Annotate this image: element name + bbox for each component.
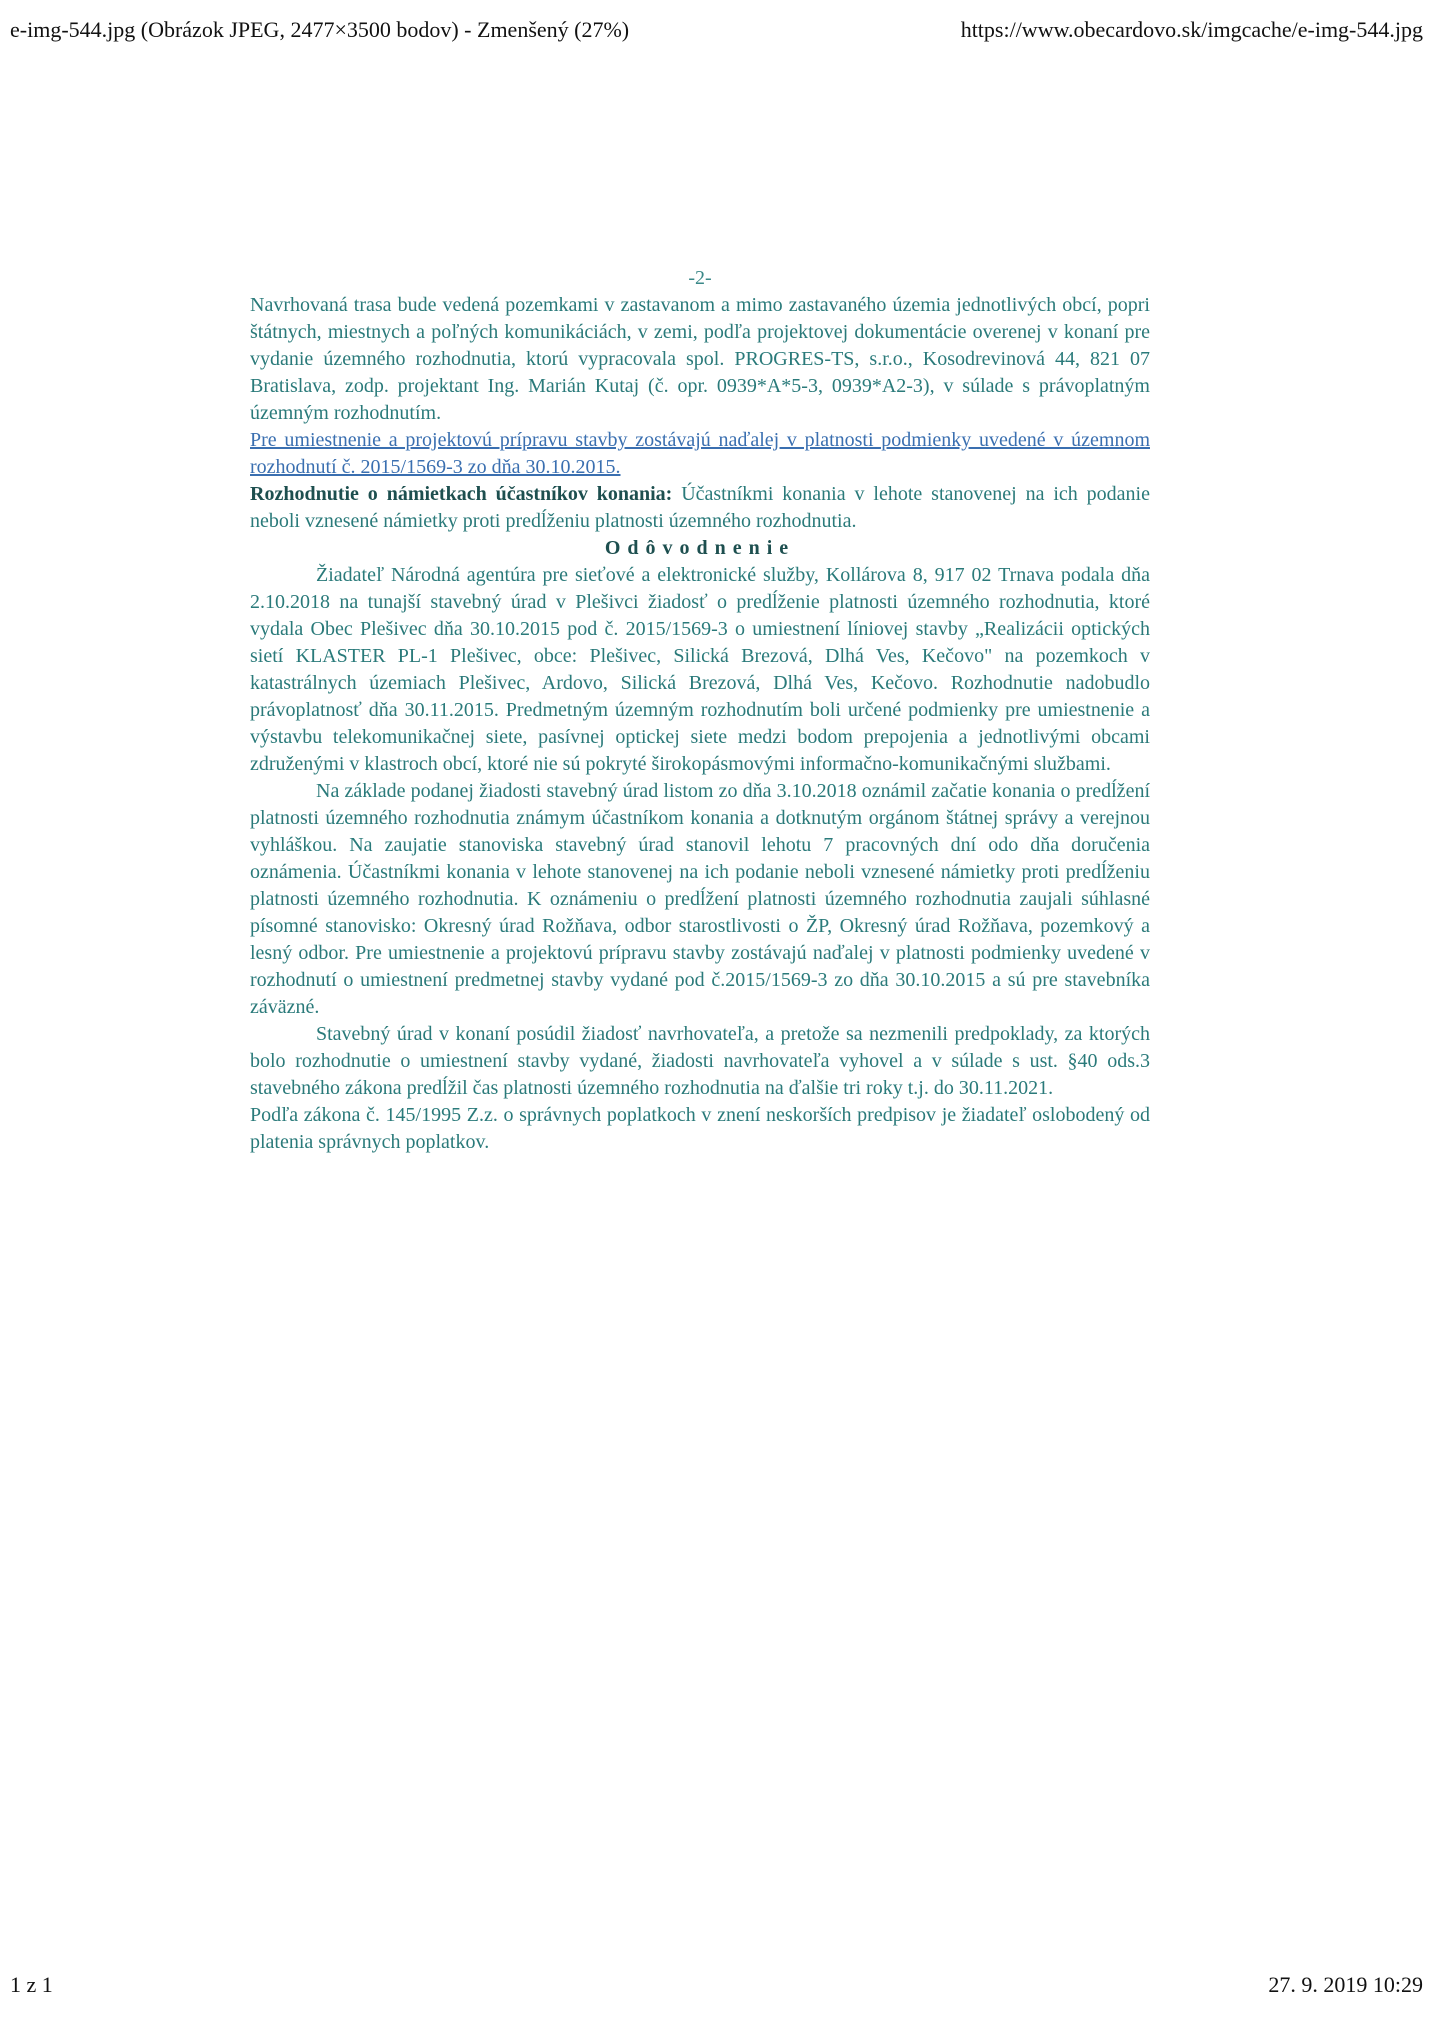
- reasoning-paragraph-2: Na základe podanej žiadosti stavebný úrad listom zo dňa 3.10.2018 oznámil začatie konania o predĺžení platnosti územného rozhodnutia známym účastníkom konania a dotknutým orgánom štátnej správy a verejnou vyhláškou. Na zaujatie stanoviska stavebný úrad stanovil lehotu 7 pracovných dní odo dňa doručenia oznámenia. Účastníkmi konania v lehote stanovenej na ich podanie neboli vznesené námietky proti predĺženiu platnosti územného rozhodnutia. K oznámeniu o predĺžení platnosti územného rozhodnutia zaujali súhlasné písomné stanovisko: Okresný úrad Rožňava, odbor starostlivosti o ŽP, Okresný úrad Rožňava, pozemkový a lesný odbor. Pre umiestnenie a projektovú prípravu stavby zostávajú naďalej v platnosti podmienky uvedené v rozhodnutí o umiestnení predmetnej stavby vydané pod č.2015/1569-3 zo dňa 30.10.2015 a sú pre stavebníka záväzné.: [250, 780, 1150, 1018]
- decision-text: Účastníkmi konania v lehote stanovenej na ich podanie neboli vznesené námietky proti predĺženiu platnosti územného rozhodnutia.: [250, 483, 1150, 532]
- image-title: e-img-544.jpg (Obrázok JPEG, 2477×3500 bodov) - Zmenšený (27%): [10, 17, 630, 42]
- reasoning-paragraph-1: Žiadateľ Národná agentúra pre sieťové a elektronické služby, Kollárova 8, 917 02 Trnava podala dňa 2.10.2018 na tunajší stavebný úrad v Plešivci žiadosť o predĺženie platnosti územného rozhodnutia, ktoré vydala Obec Plešivec dňa 30.10.2015 pod č. 2015/1569-3 o umiestnení líniovej stavby „Realizácii optických sietí KLASTER PL-1 Plešivec, obce: Plešivec, Silická Brezová, Dlhá Ves, Kečovo" na pozemkoch v katastrálnych územiach Plešivec, Ardovo, Silická Brezová, Dlhá Ves, Kečovo. Rozhodnutie nadobudlo právoplatnosť dňa 30.11.2015. Predmetným územným rozhodnutím boli určené podmienky pre umiestnenie a výstavbu telekomunikačnej siete, pasívnej optickej siete medzi bodom prepojenia a jednotlivými obcami združenými v klastroch obcí, ktoré nie sú pokryté širokopásmovými informačno-komunikačnými službami.: [250, 564, 1150, 775]
- decision-lead: Rozhodnutie o námietkach účastníkov konania:: [250, 483, 673, 505]
- print-footer: [10, 1968, 1423, 2002]
- document-page: [250, 265, 1150, 1156]
- document-page-number: -2-: [688, 267, 712, 289]
- section-title: Odôvodnenie: [604, 537, 796, 559]
- print-datetime: 27. 9. 2019 10:29: [1268, 1972, 1423, 1997]
- fee-paragraph: Podľa zákona č. 145/1995 Z.z. o správnych poplatkoch v znení neskorších predpisov je žiadateľ oslobodený od platenia správnych poplatkov.: [250, 1104, 1150, 1153]
- reasoning-paragraph-3: Stavebný úrad v konaní posúdil žiadosť navrhovateľa, a pretože sa nezmenili predpoklady, za ktorých bolo rozhodnutie o umiestnení stavby vydané, žiadosti navrhovateľa vyhovel a v súlade s ust. §40 ods.3 stavebného zákona predĺžil čas platnosti územného rozhodnutia na ďalšie tri roky t.j. do 30.11.2021.: [250, 1023, 1150, 1099]
- paragraph-decision: [250, 481, 1150, 535]
- paragraph-route: Navrhovaná trasa bude vedená pozemkami v zastavanom a mimo zastavaného územia jednotlivých obcí, popri štátnych, miestnych a poľných komunikáciách, v zemi, podľa projektovej dokumentácie overenej v konaní pre vydanie územného rozhodnutia, ktorú vypracovala spol. PROGRES-TS, s.r.o., Kosodrevinová 44, 821 07 Bratislava, zodp. projektant Ing. Marián Kutaj (č. opr. 0939*A*5-3, 0939*A2-3), v súlade s právoplatným územným rozhodnutím.: [250, 294, 1150, 424]
- print-header: [10, 12, 1423, 48]
- paragraph-conditions: Pre umiestnenie a projektovú prípravu stavby zostávajú naďalej v platnosti podmienky uvedené v územnom rozhodnutí č. 2015/1569-3 zo dňa 30.10.2015.: [250, 429, 1150, 478]
- page-count: 1 z 1: [10, 1972, 53, 1997]
- image-url[interactable]: https://www.obecardovo.sk/imgcache/e-img-544.jpg: [960, 17, 1423, 42]
